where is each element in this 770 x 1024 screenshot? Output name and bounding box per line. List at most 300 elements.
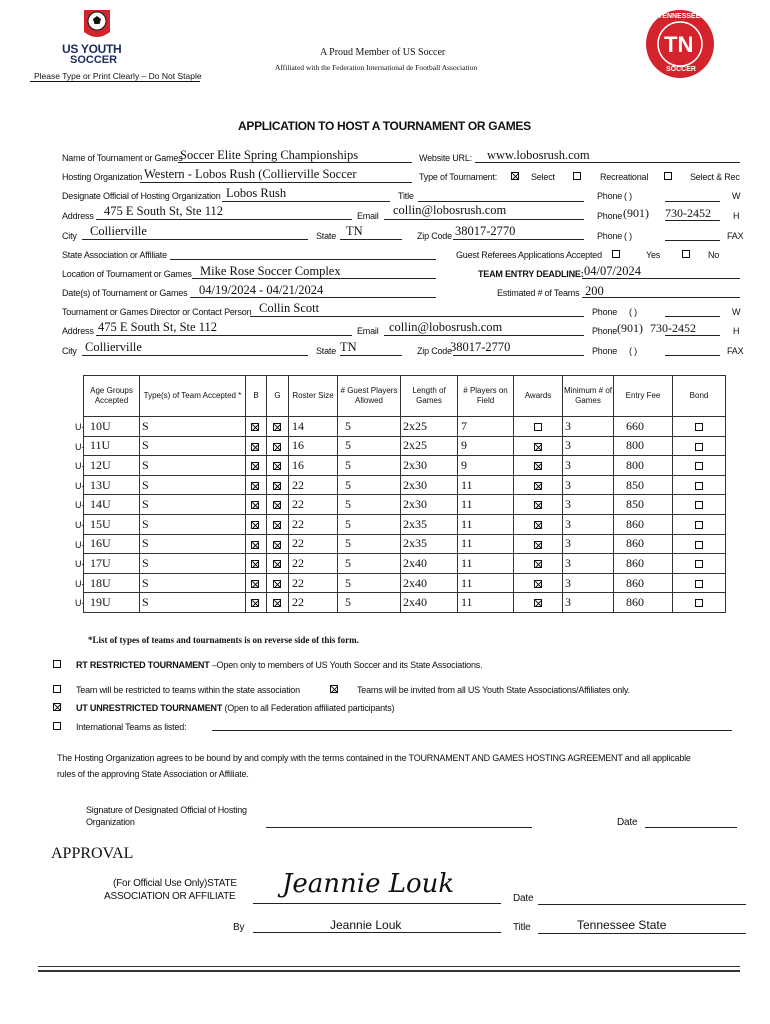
age-value[interactable]: 11U bbox=[90, 438, 111, 453]
age-cell bbox=[75, 417, 140, 437]
length-value[interactable]: 2x40 bbox=[403, 595, 427, 610]
th-awards: Awards bbox=[514, 376, 563, 417]
label-est-teams: Estimated # of Teams bbox=[497, 288, 580, 298]
table-row bbox=[84, 514, 726, 534]
min-games-value[interactable]: 3 bbox=[565, 555, 571, 570]
g-cell bbox=[267, 475, 289, 495]
guest-value[interactable]: 5 bbox=[345, 575, 351, 590]
awards-checkbox[interactable] bbox=[534, 580, 542, 588]
table-row bbox=[84, 495, 726, 515]
state-assoc-line bbox=[170, 259, 436, 260]
bond-cell bbox=[673, 475, 726, 495]
type-cell bbox=[140, 514, 246, 534]
age-cell bbox=[75, 593, 140, 613]
est-teams-value[interactable]: 200 bbox=[585, 284, 604, 298]
boys-checkbox[interactable] bbox=[251, 521, 259, 529]
guest-value[interactable]: 5 bbox=[345, 477, 351, 492]
deadline-value[interactable]: 04/07/2024 bbox=[584, 264, 641, 278]
guest-ref-no-checkbox[interactable] bbox=[682, 250, 690, 258]
ut-desc: (Open to all Federation affiliated participants) bbox=[224, 703, 395, 713]
length-value[interactable]: 2x40 bbox=[403, 555, 427, 570]
girls-checkbox[interactable] bbox=[273, 521, 281, 529]
g-cell bbox=[267, 495, 289, 515]
label-director: Tournament or Games Director or Contact Person bbox=[62, 307, 252, 317]
phone-h1-num[interactable]: 730-2452 bbox=[665, 206, 711, 220]
roster-cell bbox=[289, 495, 338, 515]
boys-checkbox[interactable] bbox=[251, 501, 259, 509]
age-cell bbox=[75, 495, 140, 515]
age-value[interactable]: 13U bbox=[90, 477, 111, 492]
rt-checkbox[interactable] bbox=[53, 660, 61, 668]
roster-value[interactable]: 22 bbox=[292, 595, 304, 610]
awards-checkbox[interactable] bbox=[534, 541, 542, 549]
label-address-2: Address bbox=[62, 326, 94, 336]
location-line bbox=[192, 278, 436, 279]
type-value[interactable]: S bbox=[142, 516, 149, 531]
fee-value[interactable]: 860 bbox=[626, 575, 644, 590]
length-value[interactable]: 2x30 bbox=[403, 477, 427, 492]
type-value[interactable]: S bbox=[142, 595, 149, 610]
th-b: B bbox=[246, 376, 267, 417]
type-value[interactable]: S bbox=[142, 575, 149, 590]
boys-checkbox[interactable] bbox=[251, 560, 259, 568]
address-1-value[interactable]: 475 E South St, Ste 112 bbox=[104, 204, 223, 218]
label-phone-w1: Phone bbox=[597, 191, 623, 201]
invited-all-text: Teams will be invited from all US Youth State Associations/Affiliates only. bbox=[357, 685, 630, 695]
type-cell bbox=[140, 436, 246, 456]
length-value[interactable]: 2x30 bbox=[403, 497, 427, 512]
girls-checkbox[interactable] bbox=[273, 501, 281, 509]
roster-value[interactable]: 22 bbox=[292, 477, 304, 492]
state-1-value[interactable]: TN bbox=[346, 224, 363, 238]
bond-checkbox[interactable] bbox=[695, 599, 703, 607]
type-value[interactable]: S bbox=[142, 555, 149, 570]
roster-cell bbox=[289, 554, 338, 574]
players-value[interactable]: 11 bbox=[461, 575, 473, 590]
table-row bbox=[84, 436, 726, 456]
guest-value[interactable]: 5 bbox=[345, 497, 351, 512]
length-cell bbox=[401, 495, 458, 515]
guest-cell bbox=[338, 495, 401, 515]
label-no: No bbox=[708, 250, 720, 260]
length-value[interactable]: 2x35 bbox=[403, 536, 427, 551]
label-select-rec: Select & Rec bbox=[690, 172, 740, 182]
fee-cell bbox=[614, 573, 673, 593]
girls-checkbox[interactable] bbox=[273, 443, 281, 451]
soccer-ball-icon bbox=[62, 4, 132, 44]
bond-cell bbox=[673, 554, 726, 574]
roster-cell bbox=[289, 514, 338, 534]
badge-bottom-text: SOCCER bbox=[666, 66, 696, 73]
title-line-2[interactable] bbox=[538, 933, 746, 934]
awards-checkbox[interactable] bbox=[534, 501, 542, 509]
label-title-1: Title bbox=[398, 191, 414, 201]
city-2-value[interactable]: Collierville bbox=[85, 340, 142, 354]
awards-cell bbox=[514, 514, 563, 534]
label-zip-1: Zip Code bbox=[417, 231, 452, 241]
phone-h2-area[interactable]: (901) bbox=[617, 321, 643, 335]
b-cell bbox=[246, 514, 267, 534]
g-cell bbox=[267, 417, 289, 437]
guest-value[interactable]: 5 bbox=[345, 516, 351, 531]
min-games-value[interactable]: 3 bbox=[565, 438, 571, 453]
awards-cell bbox=[514, 475, 563, 495]
ut-checkbox[interactable] bbox=[53, 703, 61, 711]
awards-cell bbox=[514, 554, 563, 574]
length-cell bbox=[401, 573, 458, 593]
min-games-value[interactable]: 3 bbox=[565, 516, 571, 531]
awards-cell bbox=[514, 534, 563, 554]
girls-checkbox[interactable] bbox=[273, 423, 281, 431]
bond-checkbox[interactable] bbox=[695, 423, 703, 431]
label-official: Designate Official of Hosting Organization bbox=[62, 191, 221, 201]
invited-all-checkbox[interactable] bbox=[330, 685, 338, 693]
label-tournament-name: Name of Tournament or Games bbox=[62, 153, 183, 163]
zip-2-value[interactable]: 38017-2770 bbox=[450, 340, 511, 354]
th-age: Age Groups Accepted bbox=[84, 376, 140, 417]
g-cell bbox=[267, 554, 289, 574]
bond-checkbox[interactable] bbox=[695, 443, 703, 451]
th-fee: Entry Fee bbox=[614, 376, 673, 417]
players-cell bbox=[458, 573, 514, 593]
phone-w1-line bbox=[665, 201, 720, 202]
players-cell bbox=[458, 417, 514, 437]
min-cell bbox=[563, 436, 614, 456]
boys-checkbox[interactable] bbox=[251, 599, 259, 607]
label-recreational: Recreational bbox=[600, 172, 649, 182]
hosting-org-value[interactable]: Western - Lobos Rush (Collierville Soccer bbox=[144, 167, 357, 181]
players-cell bbox=[458, 495, 514, 515]
length-value[interactable]: 2x35 bbox=[403, 516, 427, 531]
table-row bbox=[84, 554, 726, 574]
phone-h1-area[interactable]: (901) bbox=[623, 206, 649, 220]
length-value[interactable]: 2x30 bbox=[403, 457, 427, 472]
players-value[interactable]: 11 bbox=[461, 477, 473, 492]
international-line bbox=[212, 730, 732, 731]
guest-cell bbox=[338, 475, 401, 495]
b-cell bbox=[246, 554, 267, 574]
fee-value[interactable]: 850 bbox=[626, 497, 644, 512]
fee-cell bbox=[614, 475, 673, 495]
official-value[interactable]: Lobos Rush bbox=[226, 186, 287, 200]
fee-cell bbox=[614, 436, 673, 456]
age-value[interactable]: 17U bbox=[90, 555, 111, 570]
type-cell bbox=[140, 456, 246, 476]
b-cell bbox=[246, 534, 267, 554]
age-value[interactable]: 16U bbox=[90, 536, 111, 551]
bond-checkbox[interactable] bbox=[695, 580, 703, 588]
roster-value[interactable]: 22 bbox=[292, 555, 304, 570]
guest-value[interactable]: 5 bbox=[345, 457, 351, 472]
email-1-value[interactable]: collin@lobosrush.com bbox=[393, 203, 507, 217]
players-value[interactable]: 11 bbox=[461, 536, 473, 551]
label-address-1: Address bbox=[62, 211, 94, 221]
age-cell bbox=[75, 514, 140, 534]
email-2-value[interactable]: collin@lobosrush.com bbox=[389, 320, 503, 334]
min-games-value[interactable]: 3 bbox=[565, 457, 571, 472]
min-games-value[interactable]: 3 bbox=[565, 595, 571, 610]
u-prefix: U- bbox=[75, 480, 85, 491]
awards-checkbox[interactable] bbox=[534, 521, 542, 529]
roster-value[interactable]: 22 bbox=[292, 497, 304, 512]
date-line-2[interactable] bbox=[538, 904, 746, 905]
email-2-line bbox=[384, 335, 584, 336]
age-value[interactable]: 19U bbox=[90, 595, 111, 610]
type-cell bbox=[140, 554, 246, 574]
girls-checkbox[interactable] bbox=[273, 560, 281, 568]
rt-bold: RT RESTRICTED TOURNAMENT bbox=[76, 660, 210, 670]
fee-value[interactable]: 860 bbox=[626, 595, 644, 610]
table-row bbox=[84, 534, 726, 554]
phone-fax1-line bbox=[665, 240, 720, 241]
players-cell bbox=[458, 436, 514, 456]
roster-cell bbox=[289, 436, 338, 456]
bond-cell bbox=[673, 456, 726, 476]
awards-checkbox[interactable] bbox=[534, 423, 542, 431]
guest-value[interactable]: 5 bbox=[345, 438, 351, 453]
phone-h2-num[interactable]: 730-2452 bbox=[650, 321, 696, 335]
awards-checkbox[interactable] bbox=[534, 599, 542, 607]
min-cell bbox=[563, 573, 614, 593]
girls-checkbox[interactable] bbox=[273, 462, 281, 470]
girls-checkbox[interactable] bbox=[273, 599, 281, 607]
roster-value[interactable]: 22 bbox=[292, 575, 304, 590]
location-value[interactable]: Mike Rose Soccer Complex bbox=[200, 264, 341, 278]
fee-cell bbox=[614, 514, 673, 534]
boys-checkbox[interactable] bbox=[251, 443, 259, 451]
list-note: *List of types of teams and tournaments is on reverse side of this form. bbox=[88, 635, 359, 645]
awards-cell bbox=[514, 417, 563, 437]
bond-checkbox[interactable] bbox=[695, 482, 703, 490]
bond-cell bbox=[673, 514, 726, 534]
bond-checkbox[interactable] bbox=[695, 462, 703, 470]
players-value[interactable]: 11 bbox=[461, 497, 473, 512]
type-value[interactable]: S bbox=[142, 418, 149, 433]
th-bond: Bond bbox=[673, 376, 726, 417]
guest-value[interactable]: 5 bbox=[345, 555, 351, 570]
fee-value[interactable]: 860 bbox=[626, 516, 644, 531]
restricted-state-checkbox[interactable] bbox=[53, 685, 61, 693]
awards-checkbox[interactable] bbox=[534, 443, 542, 451]
awards-cell bbox=[514, 456, 563, 476]
by-line[interactable] bbox=[253, 932, 501, 933]
phone-w2-blank: ( ) bbox=[629, 307, 637, 317]
fee-value[interactable]: 850 bbox=[626, 477, 644, 492]
website-value[interactable]: www.lobosrush.com bbox=[487, 148, 590, 162]
guest-value[interactable]: 5 bbox=[345, 595, 351, 610]
sig-line[interactable] bbox=[266, 827, 532, 828]
label-type: Type of Tournament: bbox=[419, 172, 498, 182]
dates-value[interactable]: 04/19/2024 - 04/21/2024 bbox=[199, 283, 324, 297]
table-row bbox=[84, 573, 726, 593]
address-2-line bbox=[96, 335, 352, 336]
guest-ref-yes-checkbox[interactable] bbox=[612, 250, 620, 258]
tournament-name-value[interactable]: Soccer Elite Spring Championships bbox=[180, 148, 359, 162]
age-value[interactable]: 12U bbox=[90, 457, 111, 472]
roster-value[interactable]: 16 bbox=[292, 438, 304, 453]
table-row bbox=[84, 456, 726, 476]
label-w-1: W bbox=[732, 191, 741, 201]
b-cell bbox=[246, 436, 267, 456]
label-website: Website URL: bbox=[419, 153, 472, 163]
roster-cell bbox=[289, 417, 338, 437]
bond-checkbox[interactable] bbox=[695, 521, 703, 529]
label-h-2: H bbox=[733, 326, 740, 336]
roster-value[interactable]: 22 bbox=[292, 516, 304, 531]
phone-fax2-blank: ( ) bbox=[629, 346, 637, 356]
phone-w1-blank: ( ) bbox=[624, 191, 632, 201]
badge-tn: TN bbox=[664, 32, 694, 57]
agreement-line-1: The Hosting Organization agrees to be bound by and comply with the terms contained in the TOURNAMENT AND GAMES HOSTING AGREEMENT and all applicable bbox=[57, 753, 691, 763]
boys-checkbox[interactable] bbox=[251, 423, 259, 431]
date-line-1[interactable] bbox=[645, 827, 737, 828]
age-cell bbox=[75, 573, 140, 593]
phone-h1-line bbox=[665, 220, 720, 221]
label-hosting-org: Hosting Organization bbox=[62, 172, 143, 182]
label-deadline: TEAM ENTRY DEADLINE: bbox=[478, 269, 584, 279]
guest-cell bbox=[338, 554, 401, 574]
table-row bbox=[84, 475, 726, 495]
girls-checkbox[interactable] bbox=[273, 541, 281, 549]
roster-cell bbox=[289, 475, 338, 495]
sig-label-1: Signature of Designated Official of Hosting bbox=[86, 805, 247, 815]
age-group-table bbox=[75, 375, 726, 613]
address-2-value[interactable]: 475 E South St, Ste 112 bbox=[98, 320, 217, 334]
players-value[interactable]: 9 bbox=[461, 438, 467, 453]
rt-text bbox=[76, 660, 482, 670]
age-value[interactable]: 15U bbox=[90, 516, 111, 531]
bond-cell bbox=[673, 495, 726, 515]
fee-value[interactable]: 860 bbox=[626, 555, 644, 570]
guest-cell bbox=[338, 573, 401, 593]
min-games-value[interactable]: 3 bbox=[565, 477, 571, 492]
length-value[interactable]: 2x40 bbox=[403, 575, 427, 590]
address-1-line bbox=[96, 219, 352, 220]
zip-1-value[interactable]: 38017-2770 bbox=[455, 224, 516, 238]
deadline-line bbox=[582, 278, 740, 279]
roster-value[interactable]: 14 bbox=[292, 418, 304, 433]
min-games-value[interactable]: 3 bbox=[565, 536, 571, 551]
city-2-line bbox=[82, 355, 308, 356]
fee-value[interactable]: 800 bbox=[626, 438, 644, 453]
bond-checkbox[interactable] bbox=[695, 541, 703, 549]
roster-cell bbox=[289, 593, 338, 613]
age-value[interactable]: 14U bbox=[90, 497, 111, 512]
length-value[interactable]: 2x25 bbox=[403, 438, 427, 453]
b-cell bbox=[246, 593, 267, 613]
bond-cell bbox=[673, 593, 726, 613]
roster-value[interactable]: 22 bbox=[292, 536, 304, 551]
table-body bbox=[75, 417, 726, 613]
players-value[interactable]: 11 bbox=[461, 595, 473, 610]
age-cell bbox=[75, 534, 140, 554]
th-min: Minimum # of Games bbox=[563, 376, 614, 417]
title-value: Tennessee State bbox=[577, 918, 667, 932]
age-cell bbox=[75, 456, 140, 476]
guest-value[interactable]: 5 bbox=[345, 418, 351, 433]
girls-checkbox[interactable] bbox=[273, 482, 281, 490]
state-2-value[interactable]: TN bbox=[340, 340, 357, 354]
approval-sig-line[interactable] bbox=[253, 903, 501, 904]
fee-value[interactable]: 660 bbox=[626, 418, 644, 433]
state-2-line bbox=[340, 355, 402, 356]
label-city-1: City bbox=[62, 231, 77, 241]
label-phone-fax1: Phone bbox=[597, 231, 623, 241]
title-label-2: Title bbox=[513, 922, 531, 933]
girls-checkbox[interactable] bbox=[273, 580, 281, 588]
guest-value[interactable]: 5 bbox=[345, 536, 351, 551]
min-cell bbox=[563, 554, 614, 574]
th-length: Length of Games bbox=[401, 376, 458, 417]
international-text: International Teams as listed: bbox=[76, 722, 187, 732]
boys-checkbox[interactable] bbox=[251, 580, 259, 588]
type-value[interactable]: S bbox=[142, 536, 149, 551]
g-cell bbox=[267, 534, 289, 554]
b-cell bbox=[246, 573, 267, 593]
label-fax-2: FAX bbox=[727, 346, 744, 356]
fee-cell bbox=[614, 495, 673, 515]
th-type: Type(s) of Team Accepted * bbox=[140, 376, 246, 417]
type-select-checkbox[interactable] bbox=[511, 172, 519, 180]
awards-cell bbox=[514, 573, 563, 593]
b-cell bbox=[246, 475, 267, 495]
age-value[interactable]: 18U bbox=[90, 575, 111, 590]
boys-checkbox[interactable] bbox=[251, 462, 259, 470]
players-cell bbox=[458, 456, 514, 476]
fee-value[interactable]: 800 bbox=[626, 457, 644, 472]
label-fax-1: FAX bbox=[727, 231, 744, 241]
b-cell bbox=[246, 417, 267, 437]
type-recreational-checkbox[interactable] bbox=[573, 172, 581, 180]
director-value[interactable]: Collin Scott bbox=[259, 301, 320, 315]
min-games-value[interactable]: 3 bbox=[565, 497, 571, 512]
length-value[interactable]: 2x25 bbox=[403, 418, 427, 433]
type-value[interactable]: S bbox=[142, 438, 149, 453]
type-select-rec-checkbox[interactable] bbox=[664, 172, 672, 180]
awards-checkbox[interactable] bbox=[534, 560, 542, 568]
type-value[interactable]: S bbox=[142, 497, 149, 512]
awards-checkbox[interactable] bbox=[534, 482, 542, 490]
min-games-value[interactable]: 3 bbox=[565, 418, 571, 433]
players-value[interactable]: 11 bbox=[461, 555, 473, 570]
table-row bbox=[84, 593, 726, 613]
type-cell bbox=[140, 534, 246, 554]
boys-checkbox[interactable] bbox=[251, 541, 259, 549]
players-value[interactable]: 7 bbox=[461, 418, 467, 433]
international-checkbox[interactable] bbox=[53, 722, 61, 730]
type-value[interactable]: S bbox=[142, 457, 149, 472]
boys-checkbox[interactable] bbox=[251, 482, 259, 490]
bond-checkbox[interactable] bbox=[695, 560, 703, 568]
min-games-value[interactable]: 3 bbox=[565, 575, 571, 590]
th-guest: # Guest Players Allowed bbox=[338, 376, 401, 417]
label-city-2: City bbox=[62, 346, 77, 356]
awards-checkbox[interactable] bbox=[534, 462, 542, 470]
type-value[interactable]: S bbox=[142, 477, 149, 492]
players-value[interactable]: 9 bbox=[461, 457, 467, 472]
fee-cell bbox=[614, 417, 673, 437]
roster-value[interactable]: 16 bbox=[292, 457, 304, 472]
bond-checkbox[interactable] bbox=[695, 501, 703, 509]
bond-cell bbox=[673, 436, 726, 456]
players-value[interactable]: 11 bbox=[461, 516, 473, 531]
fee-value[interactable]: 860 bbox=[626, 536, 644, 551]
rt-desc: –Open only to members of US Youth Soccer and its State Associations. bbox=[209, 660, 483, 670]
email-1-line bbox=[384, 219, 584, 220]
guest-cell bbox=[338, 456, 401, 476]
age-value[interactable]: 10U bbox=[90, 418, 111, 433]
city-1-value[interactable]: Collierville bbox=[90, 224, 147, 238]
